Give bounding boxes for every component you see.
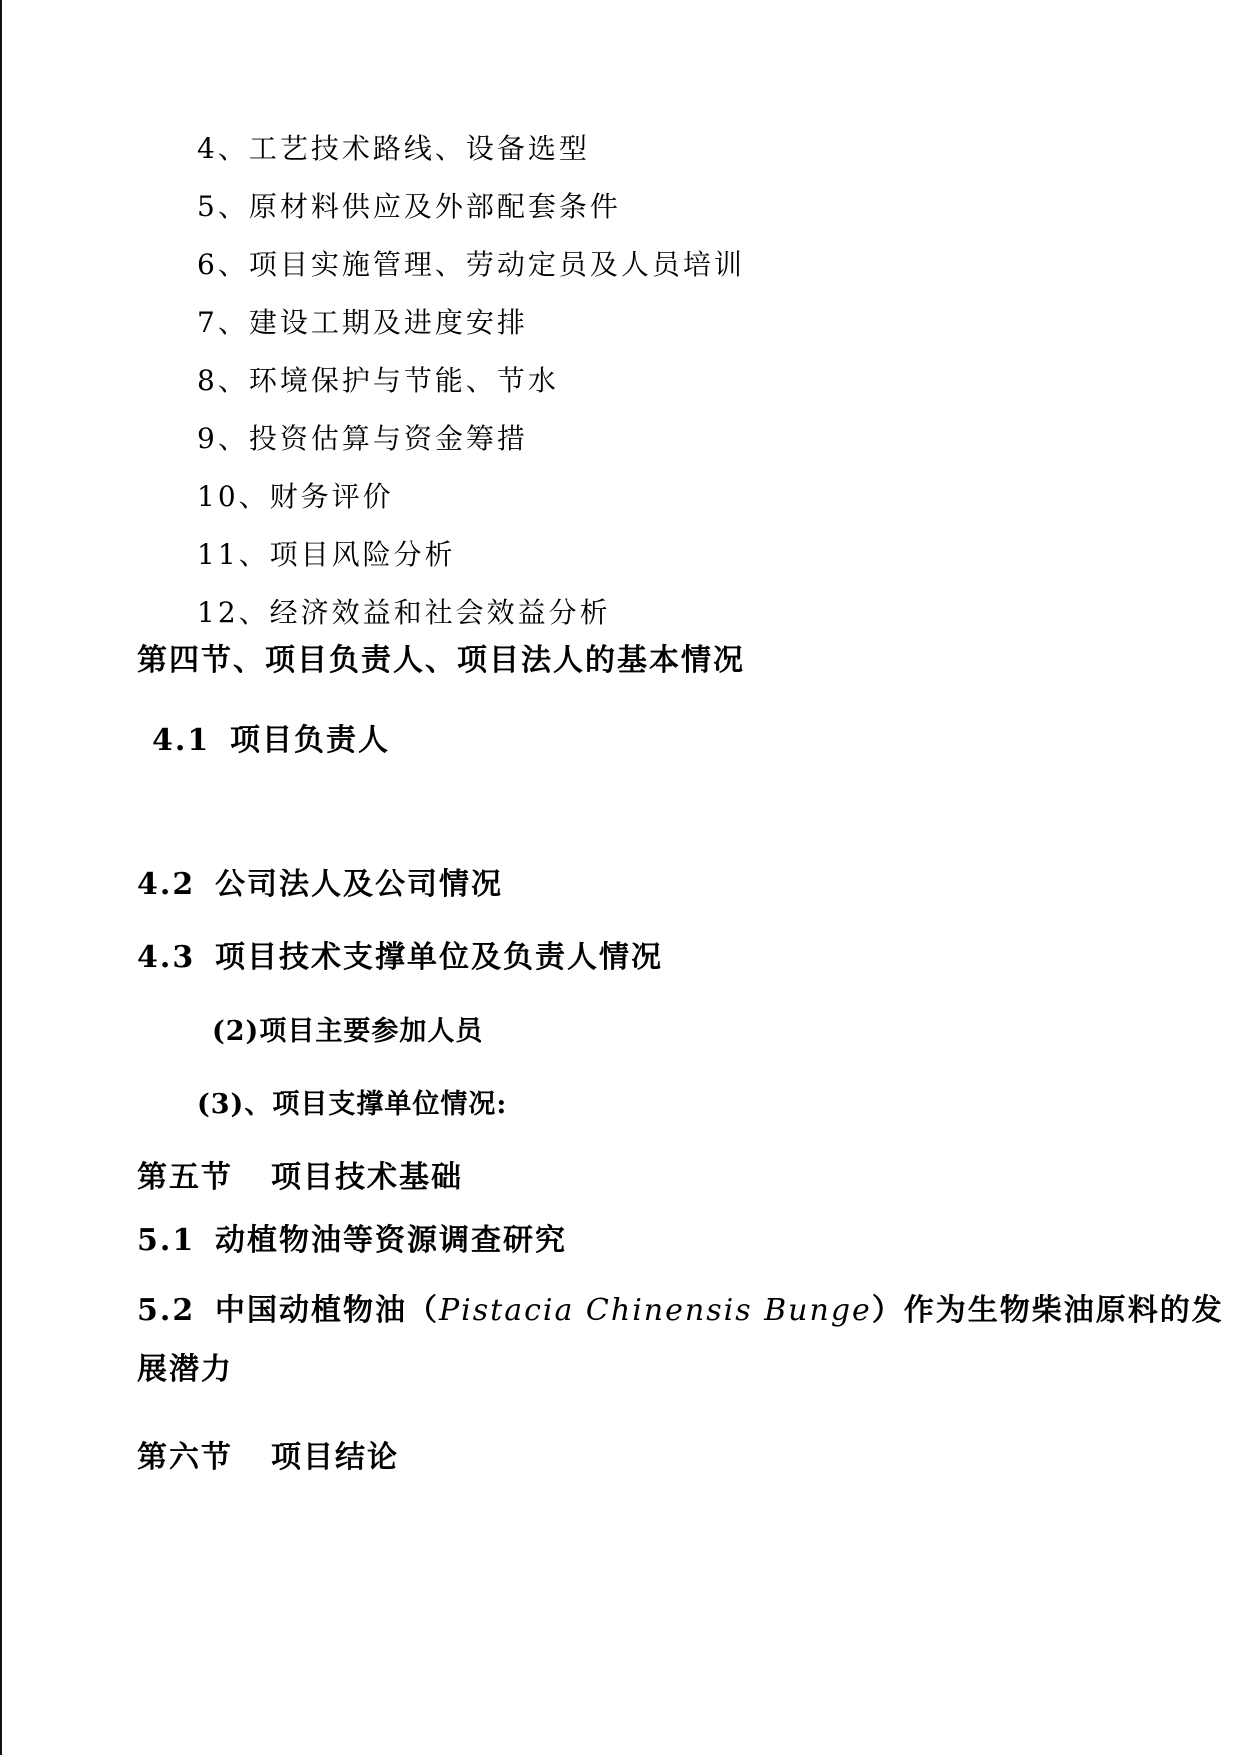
subsection-5-2-continuation: 展潜力 bbox=[137, 1352, 233, 1387]
subsection-title: 公司法人及公司情况 bbox=[215, 867, 503, 902]
subsection-number: 4.1 bbox=[152, 723, 211, 758]
list-item: 11、项目风险分析 bbox=[197, 538, 456, 571]
page-edge-line bbox=[0, 0, 2, 1755]
list-item: 7、建设工期及进度安排 bbox=[197, 306, 528, 339]
section-6-heading bbox=[137, 1440, 399, 1475]
subsection-5-2-heading bbox=[137, 1293, 1224, 1328]
subsection-number: 5.2 bbox=[137, 1293, 196, 1328]
subsection-4-1-heading bbox=[152, 723, 390, 758]
list-item: 10、财务评价 bbox=[197, 480, 394, 513]
subsection-5-1-heading bbox=[137, 1223, 567, 1258]
subsection-4-3-heading bbox=[137, 940, 663, 975]
section-label: 第六节 bbox=[137, 1440, 233, 1475]
list-item: 8、环境保护与节能、节水 bbox=[197, 364, 559, 397]
sub-item-3: (3)、项目支撑单位情况: bbox=[197, 1089, 508, 1120]
section-5-heading bbox=[137, 1160, 463, 1195]
latin-species-name: Pistacia Chinensis Bunge bbox=[439, 1293, 872, 1328]
section-label: 第五节 bbox=[137, 1160, 233, 1195]
subsection-title-part: ）作为生物柴油原料的发 bbox=[871, 1293, 1224, 1328]
subsection-number: 4.3 bbox=[137, 940, 196, 975]
list-item: 12、经济效益和社会效益分析 bbox=[197, 596, 611, 629]
subsection-4-2-heading bbox=[137, 867, 503, 902]
subsection-title: 项目技术支撑单位及负责人情况 bbox=[215, 940, 663, 975]
list-item: 5、原材料供应及外部配套条件 bbox=[197, 190, 621, 223]
list-item: 4、工艺技术路线、设备选型 bbox=[197, 132, 590, 165]
section-title: 项目结论 bbox=[271, 1440, 399, 1475]
subsection-number: 5.1 bbox=[137, 1223, 196, 1258]
sub-item-2: (2)项目主要参加人员 bbox=[212, 1016, 484, 1047]
subsection-title-part: 中国动植物油（ bbox=[215, 1293, 439, 1328]
section-4-heading: 第四节、项目负责人、项目法人的基本情况 bbox=[137, 643, 745, 678]
subsection-title: 动植物油等资源调查研究 bbox=[215, 1223, 567, 1258]
list-item: 9、投资估算与资金筹措 bbox=[197, 422, 528, 455]
section-title: 项目技术基础 bbox=[271, 1160, 463, 1195]
list-item: 6、项目实施管理、劳动定员及人员培训 bbox=[197, 248, 745, 281]
subsection-number: 4.2 bbox=[137, 867, 196, 902]
subsection-title: 项目负责人 bbox=[230, 723, 390, 758]
